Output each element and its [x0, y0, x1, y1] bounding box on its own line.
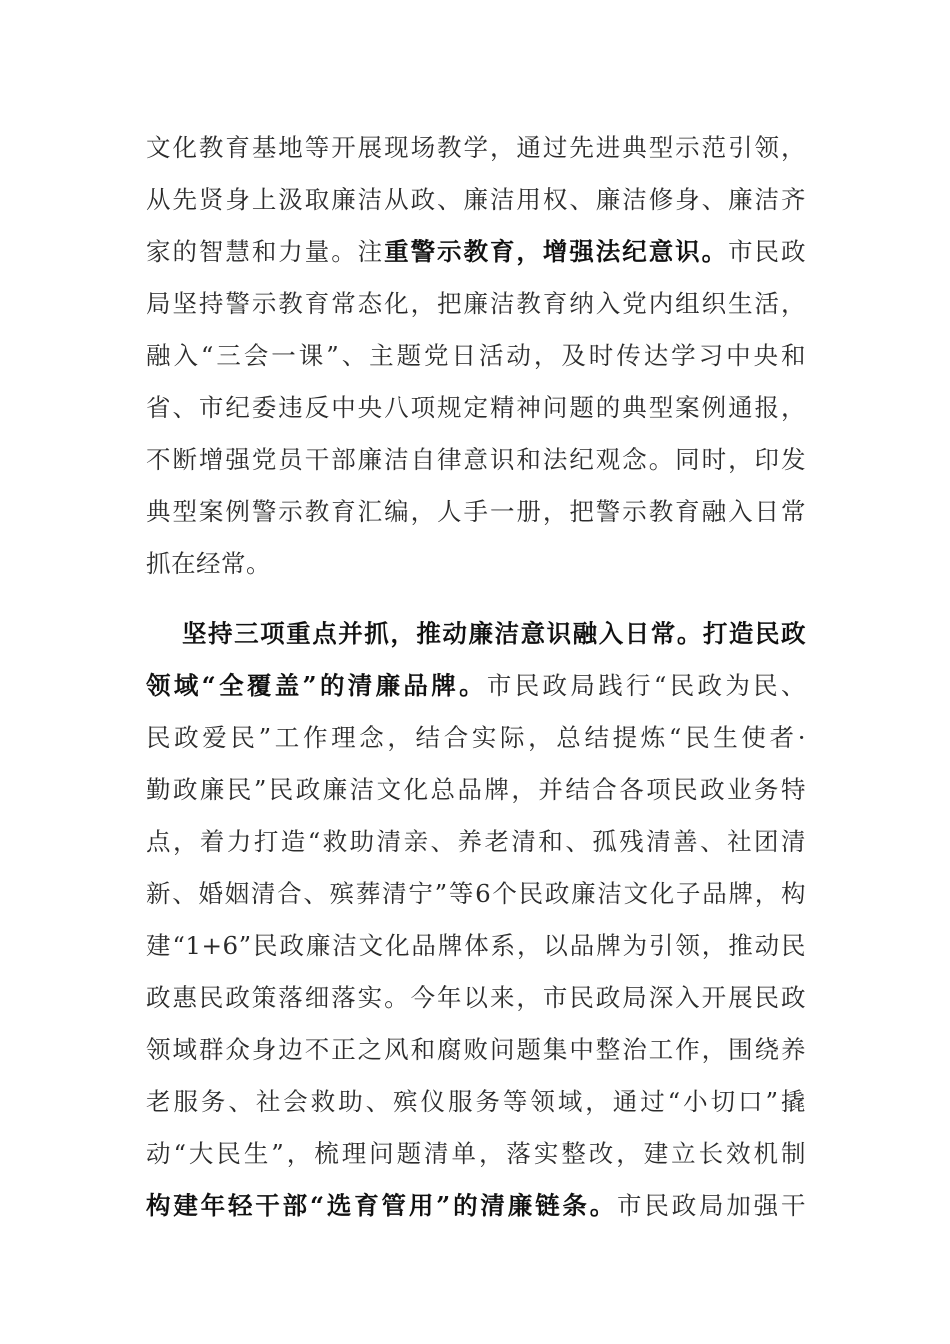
text-line	[146, 660, 806, 712]
text-run: 市民政局践行“民政为民、	[486, 671, 806, 700]
text-line	[146, 1128, 806, 1180]
text-line	[146, 434, 806, 486]
bold-heading-run: 坚持三项重点并抓，推动廉洁意识融入日常。打造民政	[182, 619, 806, 648]
text-run: 新、婚姻清合、殡葬清宁”等6个民政廉洁文化子品牌，构	[146, 879, 806, 908]
text-run: 不断增强党员干部廉洁自律意识和法纪观念。同时，印发	[146, 445, 806, 474]
text-line	[146, 712, 806, 764]
text-line	[146, 1024, 806, 1076]
bold-heading-run: 领域“全覆盖”的清廉品牌。	[146, 671, 487, 700]
text-run: 局坚持警示教育常态化，把廉洁教育纳入党内组织生活，	[146, 289, 806, 318]
text-line	[146, 608, 806, 660]
text-run: 典型案例警示教育汇编，人手一册，把警示教育融入日常	[146, 497, 806, 526]
text-line	[146, 174, 806, 226]
text-line	[146, 330, 806, 382]
text-run: 领域群众身边不正之风和腐败问题集中整治工作，围绕养	[146, 1035, 806, 1064]
text-line	[146, 816, 806, 868]
text-run: 市民政	[728, 237, 807, 266]
text-line	[146, 868, 806, 920]
text-line	[146, 1076, 806, 1128]
text-run: 市民政局加强干	[617, 1191, 806, 1220]
text-line	[146, 122, 806, 174]
text-run: 省、市纪委违反中央八项规定精神问题的典型案例通报，	[146, 393, 806, 422]
text-run: 文化教育基地等开展现场教学，通过先进典型示范引领，	[146, 133, 806, 162]
text-line	[146, 764, 806, 816]
text-run: 融入“三会一课”、主题党日活动，及时传达学习中央和	[146, 341, 806, 370]
text-line	[146, 1180, 806, 1232]
text-line	[146, 972, 806, 1024]
text-line	[146, 920, 806, 972]
text-run: 动“大民生”，梳理问题清单，落实整改，建立长效机制	[146, 1139, 806, 1168]
text-line	[146, 486, 806, 538]
text-line	[146, 538, 806, 590]
text-line	[146, 226, 806, 278]
text-line	[146, 278, 806, 330]
text-run: 从先贤身上汲取廉洁从政、廉洁用权、廉洁修身、廉洁齐	[146, 185, 806, 214]
text-line	[146, 382, 806, 434]
text-run: 老服务、社会救助、殡仪服务等领域，通过“小切口”撬	[146, 1087, 806, 1116]
text-run: 政惠民政策落细落实。今年以来，市民政局深入开展民政	[146, 983, 806, 1012]
bold-heading-run: 重警示教育，增强法纪意识。	[384, 237, 729, 266]
text-run: 家的智慧和力量。注	[146, 237, 385, 266]
text-run: 抓在经常。	[146, 549, 271, 578]
text-run: 建“1+6”民政廉洁文化品牌体系，以品牌为引领，推动民	[146, 931, 806, 960]
bold-heading-run: 构建年轻干部“选育管用”的清廉链条。	[146, 1191, 618, 1220]
text-run: 勤政廉民”民政廉洁文化总品牌，并结合各项民政业务特	[146, 775, 806, 804]
text-run: 民政爱民”工作理念，结合实际，总结提炼“民生使者·	[146, 723, 806, 752]
text-run: 点，着力打造“救助清亲、养老清和、孤残清善、社团清	[146, 827, 806, 856]
